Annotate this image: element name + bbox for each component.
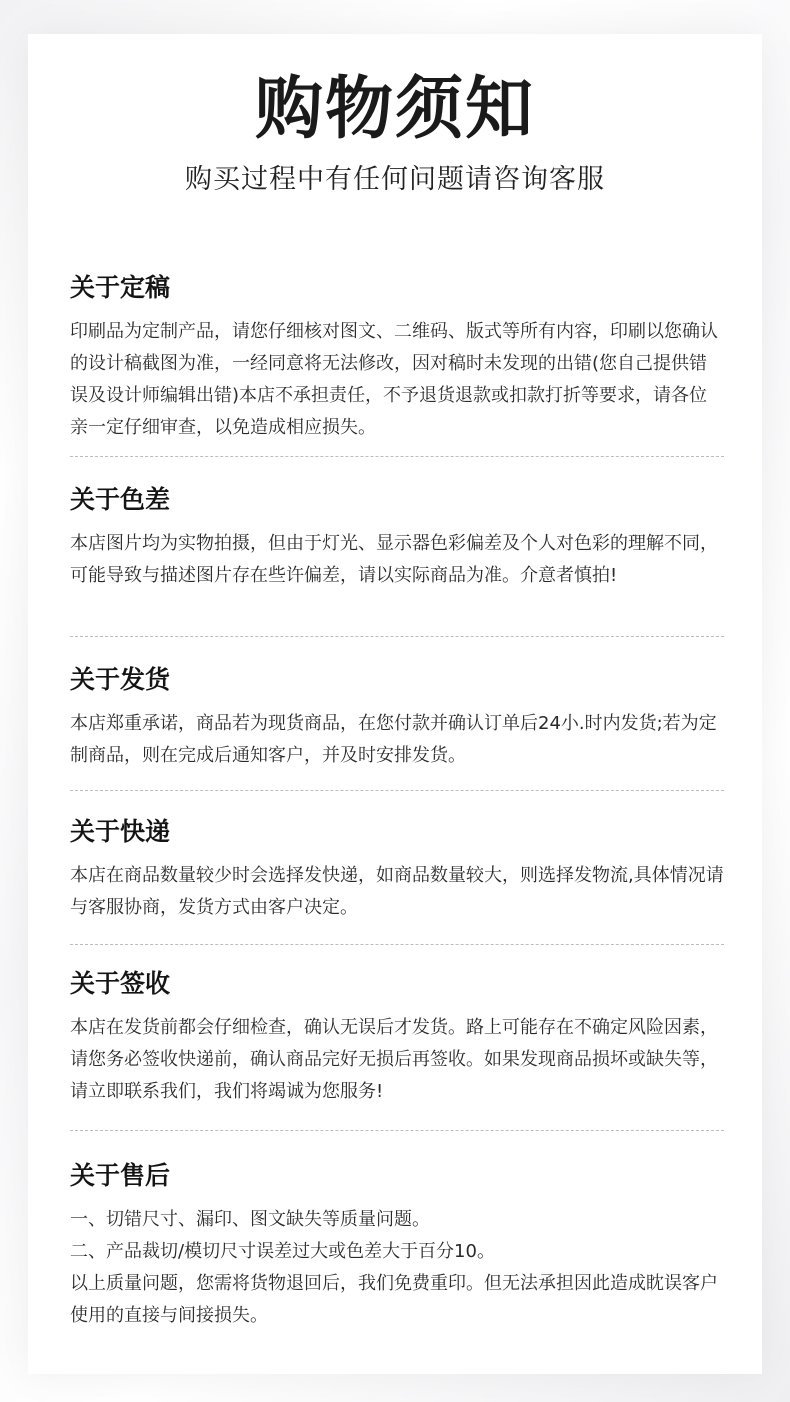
page-header [0,0,790,250]
section-title: 关于签收 [70,969,171,998]
section-receipt [70,966,724,1108]
section-express [70,814,724,924]
section-body [70,1204,724,1332]
section-text: 二、产品裁切/模切尺寸误差过大或色差大于百分10。 [70,1241,495,1262]
section-text: 本店在发货前都会仔细检查，确认无误后才发货。路上可能存在不确定风险因素，请您务必签收快递前，确认商品完好无损后再签收。如果发现商品损坏或缺失等，请立即联系我们，我们将竭诚为您服务! [70,1017,718,1102]
section-text: 一、切错尺寸、漏印、图文缺失等质量问题。 [70,1209,430,1230]
section-text: 印刷品为定制产品，请您仔细核对图文、二维码、版式等所有内容，印刷以您确认的设计稿截图为准，一经同意将无法修改，因对稿时未发现的出错(您自己提供错误及设计师编辑出错)本店不承担责任，不予退货退款或扣款打折等要求，请各位亲一定仔细审查，以免造成相应损失。 [70,321,718,438]
section-body [70,1012,724,1108]
section-text: 本店图片均为实物拍摄，但由于灯光、显示器色彩偏差及个人对色彩的理解不同，可能导致与描述图片存在些许偏差，请以实际商品为准。介意者慎拍! [70,533,718,586]
section-title: 关于售后 [70,1161,171,1190]
section-title: 关于定稿 [70,273,171,302]
section-divider [70,944,724,945]
section-divider [70,1130,724,1131]
section-finalization [70,270,724,444]
section-body [70,708,724,772]
section-text: 本店在商品数量较少时会选择发快递，如商品数量较大，则选择发物流,具体情况请与客服协商，发货方式由客户决定。 [70,865,724,918]
section-divider [70,456,724,457]
section-shipping [70,662,724,772]
section-body [70,860,724,924]
page-subtitle: 购买过程中有任何问题请咨询客服 [185,164,605,195]
section-text: 本店郑重承诺，商品若为现货商品，在您付款并确认订单后24小.时内发货;若为定制商品，则在完成后通知客户，并及时安排发货。 [70,713,717,766]
section-title: 关于发货 [70,665,171,694]
section-divider [70,790,724,791]
page-title: 购物须知 [254,70,535,149]
section-title: 关于色差 [70,485,171,514]
section-divider [70,636,724,637]
section-body [70,528,724,592]
section-color-difference [70,482,724,592]
section-after-sales [70,1158,724,1332]
section-body [70,316,724,444]
section-title: 关于快递 [70,817,171,846]
section-text: 以上质量问题，您需将货物退回后，我们免费重印。但无法承担因此造成眈误客户使用的直接与间接损失。 [70,1273,718,1326]
